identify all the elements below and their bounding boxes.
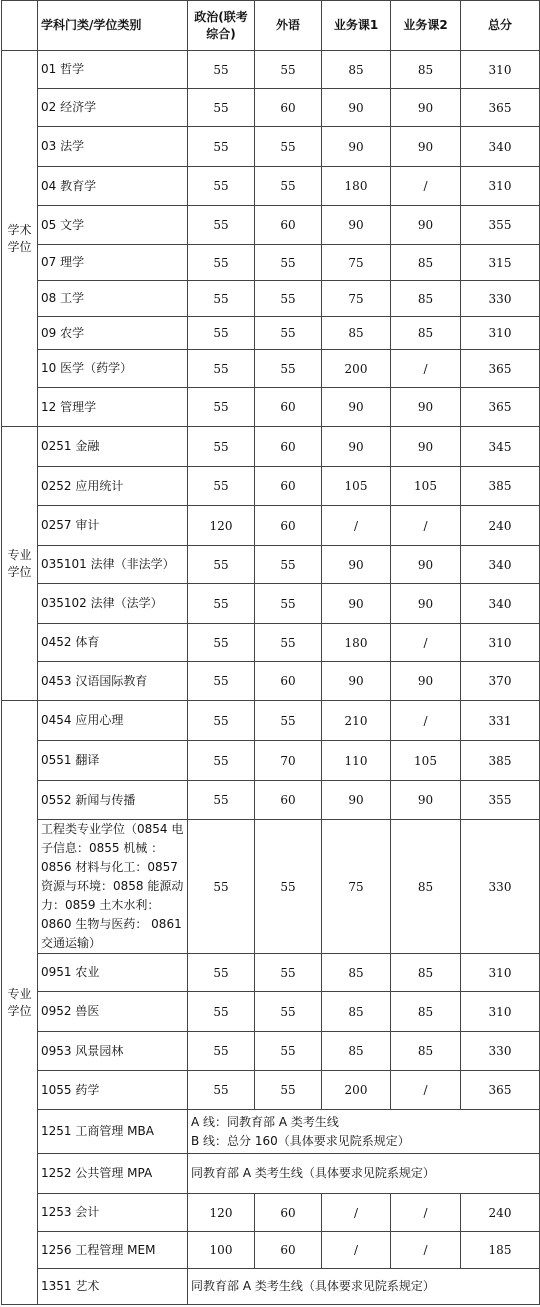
table-row — [2, 167, 540, 206]
foreign-cell: 60 — [255, 467, 322, 506]
course2-cell: 90 — [391, 781, 461, 820]
course1-cell: 90 — [322, 388, 391, 427]
course1-cell: 90 — [322, 662, 391, 701]
foreign-cell: 55 — [255, 167, 322, 206]
course1-cell: / — [322, 506, 391, 546]
politics-cell: 55 — [188, 1071, 255, 1110]
foreign-cell: 55 — [255, 954, 322, 992]
table-row — [2, 662, 540, 701]
politics-cell: 55 — [188, 317, 255, 350]
table-row — [2, 467, 540, 506]
course1-cell: 110 — [322, 741, 391, 781]
total-cell: 355 — [461, 206, 540, 245]
politics-cell: 55 — [188, 584, 255, 624]
table-row — [2, 624, 540, 662]
table-row — [2, 954, 540, 992]
total-cell: 385 — [461, 467, 540, 506]
subject-cell: 035101 法律（非法学） — [38, 546, 188, 584]
foreign-cell: 60 — [255, 427, 322, 467]
subject-cell: 0552 新闻与传播 — [38, 781, 188, 820]
foreign-cell: 60 — [255, 781, 322, 820]
table-row — [2, 245, 540, 281]
subject-cell: 07 理学 — [38, 245, 188, 281]
table-row — [2, 1194, 540, 1232]
foreign-cell: 60 — [255, 662, 322, 701]
course2-cell: / — [391, 1194, 461, 1232]
politics-cell: 55 — [188, 167, 255, 206]
category-academic: 学术学位 — [2, 51, 38, 427]
table-row — [2, 350, 540, 388]
subject-cell-engineering: 工程类专业学位（0854 电子信息：0855 机械 ：0856 材料与化工：0857 资源与环境：0858 能源动力：0859 土木水利：0860 生物与医药： 0861 交通运输） — [38, 820, 188, 954]
subject-cell: 0953 风景园林 — [38, 1032, 188, 1071]
subject-cell: 1055 药学 — [38, 1071, 188, 1110]
course1-cell: 200 — [322, 350, 391, 388]
table-row — [2, 1232, 540, 1269]
header-foreign: 外语 — [255, 1, 322, 51]
foreign-cell: 55 — [255, 992, 322, 1032]
politics-cell: 55 — [188, 701, 255, 741]
foreign-cell: 60 — [255, 1232, 322, 1269]
header-subject: 学科门类/学位类别 — [38, 1, 188, 51]
total-cell: 310 — [461, 624, 540, 662]
course1-cell: 75 — [322, 281, 391, 317]
course1-cell: 180 — [322, 167, 391, 206]
table-row — [2, 584, 540, 624]
foreign-cell: 60 — [255, 206, 322, 245]
politics-cell: 55 — [188, 624, 255, 662]
foreign-cell: 55 — [255, 245, 322, 281]
course2-cell: 90 — [391, 89, 461, 127]
category-professional-2: 专业学位 — [2, 701, 38, 1305]
subject-cell: 03 法学 — [38, 127, 188, 167]
course1-cell: 200 — [322, 1071, 391, 1110]
subject-cell: 035102 法律（法学） — [38, 584, 188, 624]
politics-cell: 120 — [188, 1194, 255, 1232]
table-row — [2, 1071, 540, 1110]
foreign-cell: 55 — [255, 1032, 322, 1071]
table-row — [2, 206, 540, 245]
course2-cell: 90 — [391, 388, 461, 427]
course2-cell: / — [391, 506, 461, 546]
foreign-cell: 55 — [255, 127, 322, 167]
total-cell: 365 — [461, 388, 540, 427]
table-row — [2, 1032, 540, 1071]
course1-cell: 75 — [322, 245, 391, 281]
politics-cell: 100 — [188, 1232, 255, 1269]
total-cell: 345 — [461, 427, 540, 467]
subject-cell: 0252 应用统计 — [38, 467, 188, 506]
header-blank — [2, 1, 38, 51]
course1-cell: 90 — [322, 127, 391, 167]
subject-cell: 0251 金融 — [38, 427, 188, 467]
table-row — [2, 427, 540, 467]
course2-cell: 85 — [391, 992, 461, 1032]
foreign-cell: 55 — [255, 701, 322, 741]
course1-cell: 85 — [322, 51, 391, 89]
total-cell: 315 — [461, 245, 540, 281]
politics-cell: 55 — [188, 245, 255, 281]
course1-cell: 85 — [322, 954, 391, 992]
subject-cell: 1251 工商管理 MBA — [38, 1110, 188, 1154]
subject-cell: 0257 审计 — [38, 506, 188, 546]
category-professional: 专业学位 — [2, 427, 38, 701]
foreign-cell: 55 — [255, 1071, 322, 1110]
total-cell: 365 — [461, 1071, 540, 1110]
course2-cell: / — [391, 1232, 461, 1269]
politics-cell: 55 — [188, 206, 255, 245]
course1-cell: 85 — [322, 992, 391, 1032]
course2-cell: / — [391, 167, 461, 206]
table-row — [2, 1154, 540, 1194]
foreign-cell: 70 — [255, 741, 322, 781]
total-cell: 385 — [461, 741, 540, 781]
table-row — [2, 546, 540, 584]
politics-cell: 55 — [188, 281, 255, 317]
politics-cell: 55 — [188, 467, 255, 506]
course1-cell: 180 — [322, 624, 391, 662]
course1-cell: 90 — [322, 427, 391, 467]
table-row — [2, 781, 540, 820]
course2-cell: 105 — [391, 741, 461, 781]
total-cell: 310 — [461, 954, 540, 992]
course2-cell: / — [391, 350, 461, 388]
subject-cell: 12 管理学 — [38, 388, 188, 427]
subject-cell: 09 农学 — [38, 317, 188, 350]
foreign-cell: 55 — [255, 584, 322, 624]
course2-cell: 90 — [391, 206, 461, 245]
foreign-cell: 55 — [255, 51, 322, 89]
course2-cell: 90 — [391, 584, 461, 624]
subject-cell: 0551 翻译 — [38, 741, 188, 781]
course2-cell: 105 — [391, 467, 461, 506]
header-course2: 业务课2 — [391, 1, 461, 51]
course2-cell: 85 — [391, 317, 461, 350]
subject-cell: 01 哲学 — [38, 51, 188, 89]
total-cell: 240 — [461, 1194, 540, 1232]
table-row — [2, 1110, 540, 1154]
total-cell: 185 — [461, 1232, 540, 1269]
course1-cell: 105 — [322, 467, 391, 506]
table-row — [2, 89, 540, 127]
header-total: 总分 — [461, 1, 540, 51]
course1-cell: / — [322, 1232, 391, 1269]
course1-cell: 210 — [322, 701, 391, 741]
total-cell: 310 — [461, 317, 540, 350]
mpa-note-cell: 同教育部 A 类考生线（具体要求见院系规定） — [188, 1154, 540, 1194]
foreign-cell: 55 — [255, 624, 322, 662]
total-cell: 331 — [461, 701, 540, 741]
course2-cell: 85 — [391, 281, 461, 317]
total-cell: 330 — [461, 820, 540, 954]
subject-cell: 0453 汉语国际教育 — [38, 662, 188, 701]
politics-cell: 55 — [188, 1032, 255, 1071]
course1-cell: 90 — [322, 206, 391, 245]
score-line-table — [1, 0, 540, 1305]
politics-cell: 55 — [188, 992, 255, 1032]
foreign-cell: 60 — [255, 506, 322, 546]
foreign-cell: 60 — [255, 1194, 322, 1232]
course2-cell: 90 — [391, 427, 461, 467]
subject-cell: 0951 农业 — [38, 954, 188, 992]
politics-cell: 55 — [188, 127, 255, 167]
header-course1: 业务课1 — [322, 1, 391, 51]
table-row — [2, 820, 540, 954]
course1-cell: 75 — [322, 820, 391, 954]
table-row — [2, 741, 540, 781]
course2-cell: 90 — [391, 127, 461, 167]
total-cell: 310 — [461, 51, 540, 89]
total-cell: 340 — [461, 127, 540, 167]
politics-cell: 55 — [188, 388, 255, 427]
total-cell: 330 — [461, 281, 540, 317]
table-row — [2, 701, 540, 741]
course2-cell: 85 — [391, 1032, 461, 1071]
subject-cell: 1256 工程管理 MEM — [38, 1232, 188, 1269]
course2-cell: 85 — [391, 51, 461, 89]
subject-cell: 1253 会计 — [38, 1194, 188, 1232]
politics-cell: 55 — [188, 350, 255, 388]
foreign-cell: 55 — [255, 546, 322, 584]
subject-cell: 02 经济学 — [38, 89, 188, 127]
subject-cell: 04 教育学 — [38, 167, 188, 206]
mba-line-a: A 线：同教育部 A 类考生线 — [191, 1114, 339, 1129]
course2-cell: 85 — [391, 245, 461, 281]
politics-cell: 55 — [188, 51, 255, 89]
course1-cell: 90 — [322, 89, 391, 127]
total-cell: 240 — [461, 506, 540, 546]
course1-cell: 90 — [322, 584, 391, 624]
subject-cell: 0454 应用心理 — [38, 701, 188, 741]
table-row — [2, 317, 540, 350]
politics-cell: 55 — [188, 954, 255, 992]
politics-cell: 55 — [188, 89, 255, 127]
foreign-cell: 55 — [255, 281, 322, 317]
total-cell: 355 — [461, 781, 540, 820]
course2-cell: / — [391, 701, 461, 741]
header-row — [2, 1, 540, 51]
table-row — [2, 1269, 540, 1305]
politics-cell: 55 — [188, 741, 255, 781]
course2-cell: / — [391, 624, 461, 662]
course2-cell: / — [391, 1071, 461, 1110]
politics-cell: 55 — [188, 781, 255, 820]
subject-cell: 1351 艺术 — [38, 1269, 188, 1305]
course1-cell: 90 — [322, 781, 391, 820]
total-cell: 365 — [461, 350, 540, 388]
course2-cell: 85 — [391, 954, 461, 992]
header-politics: 政治(联考综合) — [188, 1, 255, 51]
course1-cell: 85 — [322, 317, 391, 350]
course2-cell: 90 — [391, 662, 461, 701]
table-row — [2, 506, 540, 546]
total-cell: 330 — [461, 1032, 540, 1071]
art-note-cell: 同教育部 A 类考生线（具体要求见院系规定） — [188, 1269, 540, 1305]
total-cell: 310 — [461, 992, 540, 1032]
mba-line-b: B 线：总分 160（具体要求见院系规定） — [191, 1133, 410, 1148]
subject-cell: 05 文学 — [38, 206, 188, 245]
foreign-cell: 55 — [255, 820, 322, 954]
table-row — [2, 51, 540, 89]
total-cell: 370 — [461, 662, 540, 701]
course2-cell: 85 — [391, 820, 461, 954]
table-row — [2, 992, 540, 1032]
subject-cell: 10 医学（药学） — [38, 350, 188, 388]
subject-cell: 0952 兽医 — [38, 992, 188, 1032]
course2-cell: 90 — [391, 546, 461, 584]
foreign-cell: 55 — [255, 317, 322, 350]
politics-cell: 120 — [188, 506, 255, 546]
politics-cell: 55 — [188, 820, 255, 954]
table-row — [2, 281, 540, 317]
politics-cell: 55 — [188, 427, 255, 467]
foreign-cell: 60 — [255, 388, 322, 427]
subject-cell: 1252 公共管理 MPA — [38, 1154, 188, 1194]
subject-cell: 08 工学 — [38, 281, 188, 317]
politics-cell: 55 — [188, 546, 255, 584]
politics-cell: 55 — [188, 662, 255, 701]
subject-cell: 0452 体育 — [38, 624, 188, 662]
total-cell: 340 — [461, 546, 540, 584]
table-row — [2, 127, 540, 167]
total-cell: 365 — [461, 89, 540, 127]
foreign-cell: 60 — [255, 89, 322, 127]
course1-cell: / — [322, 1194, 391, 1232]
foreign-cell: 55 — [255, 350, 322, 388]
mba-note-cell — [188, 1110, 540, 1154]
total-cell: 310 — [461, 167, 540, 206]
table-row — [2, 388, 540, 427]
course1-cell: 85 — [322, 1032, 391, 1071]
course1-cell: 90 — [322, 546, 391, 584]
total-cell: 340 — [461, 584, 540, 624]
